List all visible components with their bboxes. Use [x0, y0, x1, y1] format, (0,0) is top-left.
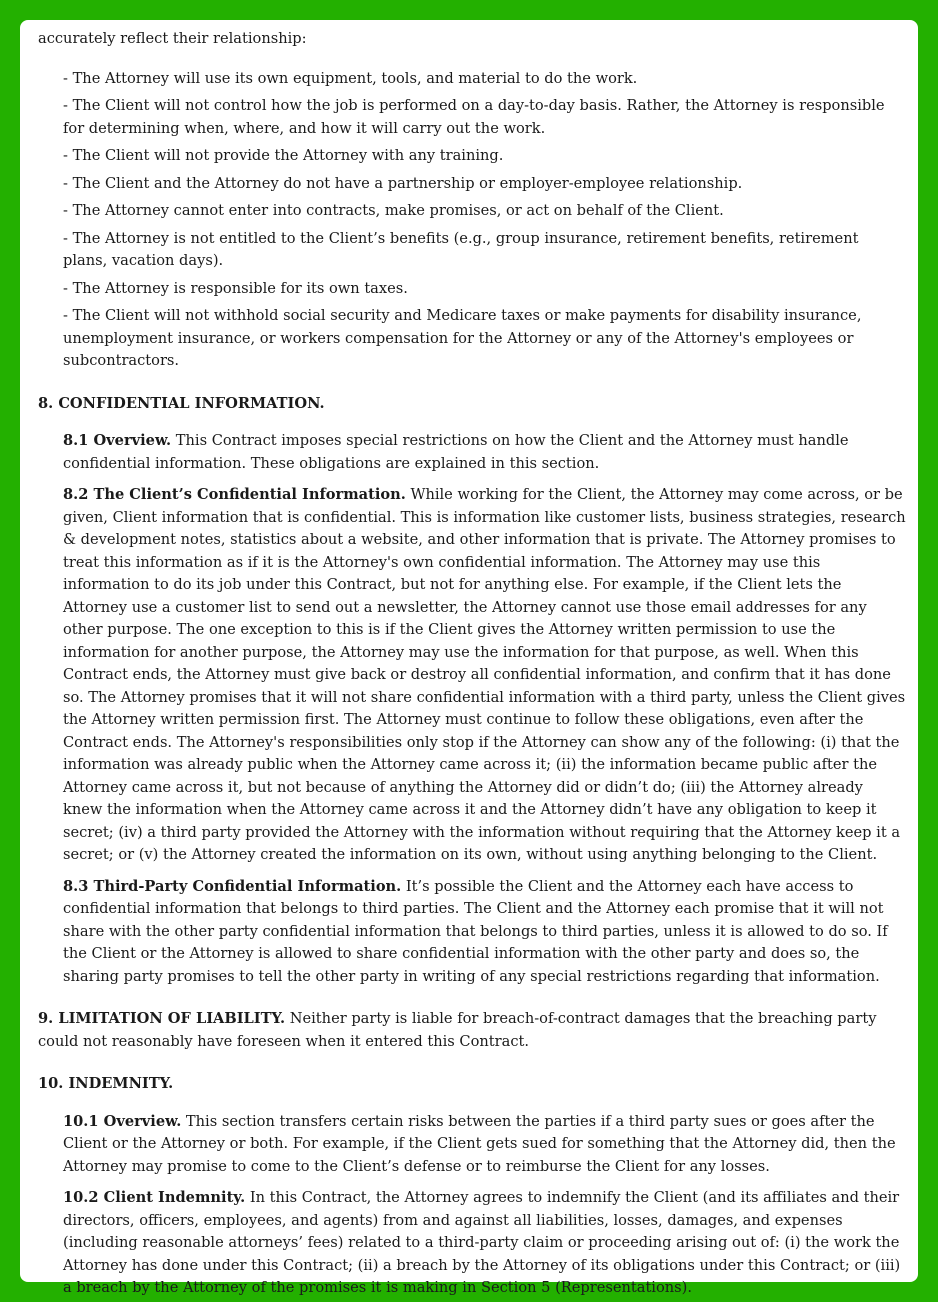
intro-fragment: accurately reflect their relationship: — [38, 30, 307, 47]
list-item: - The Client will not control how the job is performed on a day-to-day basis. Rather, the Attorney is responsible for determining when, where, and how it will carry out the work. — [63, 97, 885, 137]
list-item: - The Client will not provide the Attorney with any training. — [63, 147, 504, 164]
section-10-2-text: In this Contract, the Attorney agrees to indemnify the Client (and its affiliates and their directors, officers, employees, and agents) from and against all liabilities, losses, damages, and expenses (including reasonable attorneys’ fees) related to a third-party claim or proceeding arising out of: (i) the work the Attorney has done under this Contract; (ii) a breach by the Attorney of its obligations under this Contract; or (iii) a breach by the Attorney of the promises it is making in Section 5 (Representations). — [63, 1189, 901, 1296]
section-8-3 — [38, 876, 906, 989]
list-item: - The Attorney will use its own equipment, tools, and material to do the work. — [63, 69, 638, 87]
section-10-heading: 10. INDEMNITY. — [38, 1075, 174, 1092]
document-page — [20, 20, 918, 1296]
section-9-text: Neither party is liable for breach-of-contract damages that the breaching party could not reasonably have foreseen when it entered this Contract. — [38, 1010, 877, 1050]
relationship-list — [38, 68, 906, 373]
section-8-2-title: 8.2 The Client’s Confidential Information. — [63, 486, 406, 503]
section-9-heading: 9. LIMITATION OF LIABILITY. — [38, 1010, 286, 1027]
section-8-3-text: It’s possible the Client and the Attorney each have access to confidential information that belongs to third parties. The Client and the Attorney each promise that it will not share with the other party confidential information that belongs to third parties, unless it is allowed to do so. If the Client or the Attorney is allowed to share confidential information with the other party and does so, the sharing party promises to tell the other party in writing of any special restrictions regarding that information. — [63, 877, 888, 985]
list-item: - The Attorney is not entitled to the Client’s benefits (e.g., group insurance, retirement benefits, retirement plans, vacation days). — [63, 229, 859, 269]
section-10-2 — [38, 1187, 906, 1300]
section-10-1-title: 10.1 Overview. — [63, 1112, 182, 1130]
section-8-2-text: While working for the Client, the Attorney may come across, or be given, Client information that is confidential. This is information like customer lists, business strategies, research & development notes, statistics about a website, and other information that is private. The Attorney promises to treat this information as if it is the Attorney's own confidential information. The Attorney may use this information to do its job under this Contract, but not for anything else. For example, if the Client lets the Attorney use a customer list to send out a newsletter, the Attorney cannot use those email addresses for any other purpose. The one exception to this is if the Client gives the Attorney written permission to use the information for another purpose, the Attorney may use the information for that purpose, as well. When this Contract ends, the Attorney must give back or destroy all confidential information, and confirm that it has done so. The Attorney promises that it will not share confidential information with a third party, unless the Client gives the Attorney written permission first. The Attorney must continue to follow these obligations, even after the Contract ends. The Attorney's responsibilities only stop if the Attorney can show any of the following: (i) that the information was already public when the Attorney came across it; (ii) the information became public after the Attorney came across it, but not because of anything the Attorney did or didn’t do; (iii) the Attorney already knew the information when the Attorney came across it and the Attorney didn’t have any obligation to keep it secret; (iv) a third party provided the Attorney with the information without requiring that the Attorney keep it a secret; or (v) the Attorney created the information on its own, without using anything belonging to the Client. — [63, 486, 906, 863]
list-item: - The Client and the Attorney do not have a partnership or employer-employee relationship. — [63, 174, 743, 192]
section-8-heading: 8. CONFIDENTIAL INFORMATION. — [38, 394, 325, 412]
section-8-1-text: This Contract imposes special restrictions on how the Client and the Attorney must handle confidential information. These obligations are explained in this section. — [63, 432, 849, 472]
list-item: - The Attorney is responsible for its own taxes. — [63, 279, 408, 297]
section-8-3-title: 8.3 Third-Party Confidential Information. — [63, 877, 402, 895]
section-9 — [38, 1008, 906, 1053]
section-10-1 — [38, 1111, 906, 1179]
section-8-1-title: 8.1 Overview. — [63, 432, 172, 449]
list-item: - The Client will not withhold social security and Medicare taxes or make payments for disability insurance, unemployment insurance, or workers compensation for the Attorney or any of the Attorney's employees or subcontractors. — [63, 307, 862, 369]
list-item: - The Attorney cannot enter into contracts, make promises, or act on behalf of the Client. — [63, 202, 724, 219]
section-8-2 — [38, 484, 906, 867]
section-8-1 — [38, 430, 906, 475]
section-10-2-title: 10.2 Client Indemnity. — [63, 1189, 246, 1206]
section-10-1-text: This section transfers certain risks between the parties if a third party sues or goes after the Client or the Attorney or both. For example, if the Client gets sued for something that the Attorney did, then the Attorney may promise to come to the Client’s defense or to reimburse the Client for any losses. — [63, 1112, 896, 1175]
